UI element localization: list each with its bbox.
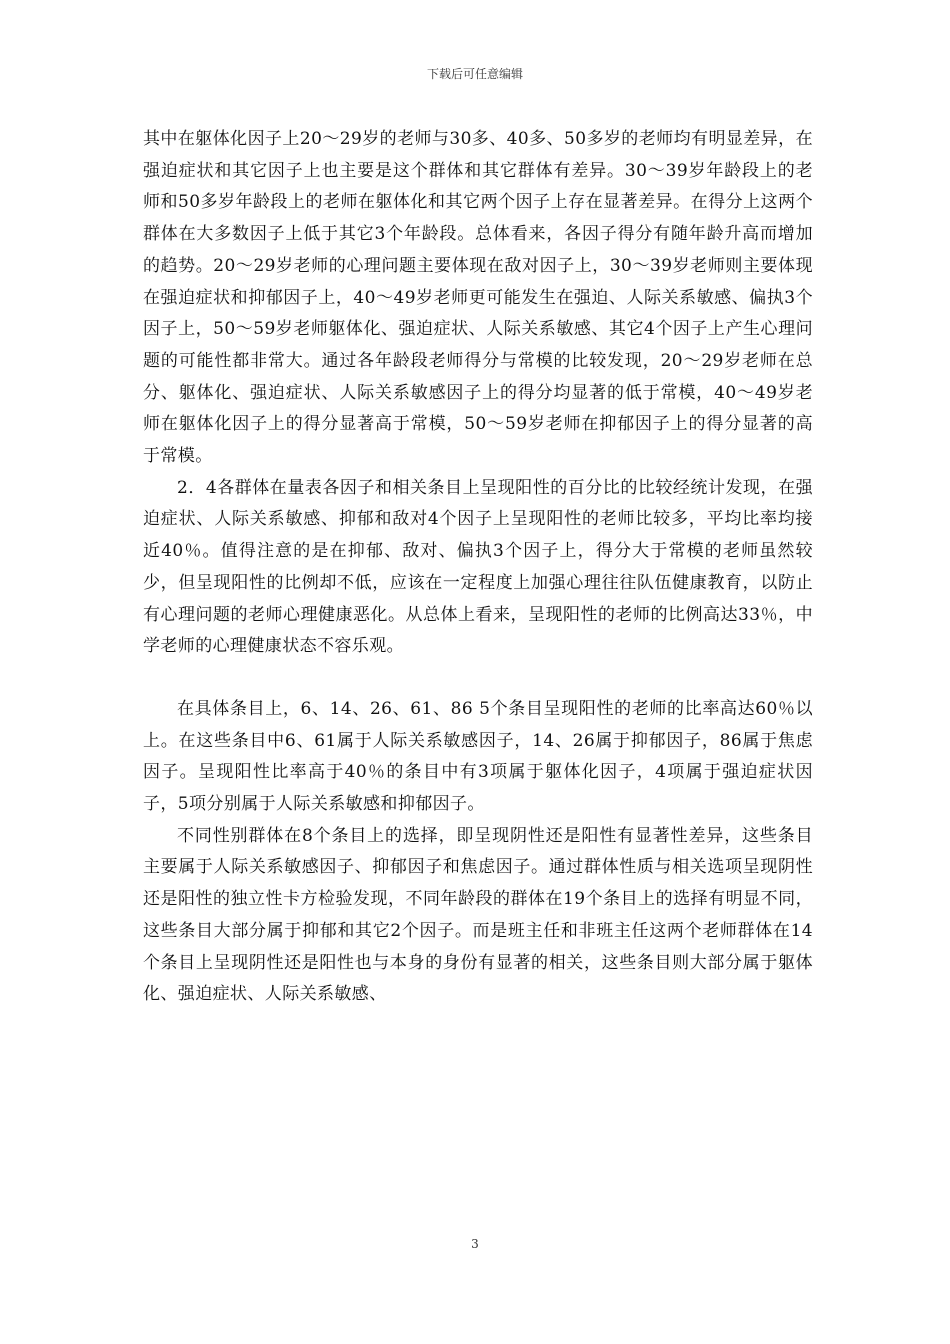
document-body: [143, 124, 813, 1011]
paragraph-group-differences: 不同性别群体在8个条目上的选择，即呈现阴性还是阳性有显著性差异，这些条目主要属于人际关系敏感因子、抑郁因子和焦虑因子。通过群体性质与相关选项呈现阴性还是阳性的独立性卡方检验发现，不同年龄段的群体在19个条目上的选择有明显不同，这些条目大部分属于抑郁和其它2个因子。而是班主任和非班主任这两个老师群体在14个条目上呈现阴性还是阳性也与本身的身份有显著的相关，这些条目则大部分属于躯体化、强迫症状、人际关系敏感、: [143, 825, 813, 1005]
paragraph-age-group-analysis: 其中在躯体化因子上20～29岁的老师与30多、40多、50多岁的老师均有明显差异，在强迫症状和其它因子上也主要是这个群体和其它群体有差异。30～39岁年龄段上的老师和50多岁年龄段上的老师在躯体化和其它两个因子上存在显著差异。在得分上这两个群体在大多数因子上低于其它3个年龄段。总体看来，各因子得分有随年龄升高而增加的趋势。20～29岁老师的心理问题主要体现在敌对因子上，30～39岁老师则主要体现在强迫症状和抑郁因子上，40～49岁老师更可能发生在强迫、人际关系敏感、偏执3个因子上，50～59岁老师躯体化、强迫症状、人际关系敏感、其它4个因子上产生心理问题的可能性都非常大。通过各年龄段老师得分与常模的比较发现，20～29岁老师在总分、躯体化、强迫症状、人际关系敏感因子上的得分均显著的低于常模，40～49岁老师在躯体化因子上的得分显著高于常模，50～59岁老师在抑郁因子上的得分显著的高于常模。: [143, 129, 813, 467]
page-header: 下载后可任意编辑: [426, 67, 523, 81]
paragraph-gap: [143, 663, 813, 694]
paragraph-positive-percentage: 2．4各群体在量表各因子和相关条目上呈现阳性的百分比的比较经统计发现，在强迫症状、人际关系敏感、抑郁和敌对4个因子上呈现阳性的老师比较多，平均比率均接近40％。值得注意的是在抑郁、敌对、偏执3个因子上，得分大于常模的老师虽然较少，但呈现阳性的比例却不低，应该在一定程度上加强心理往往队伍健康教育，以防止有心理问题的老师心理健康恶化。从总体上看来，呈现阳性的老师的比例高达33％，中学老师的心理健康状态不容乐观。: [143, 477, 813, 657]
paragraph-specific-items: 在具体条目上，6、14、26、61、86 5个条目呈现阳性的老师的比率高达60％以上。在这些条目中6、61属于人际关系敏感因子，14、26属于抑郁因子，86属于焦虑因子。呈现阳性比率高于40％的条目中有3项属于躯体化因子，4项属于强迫症状因子，5项分别属于人际关系敏感和抑郁因子。: [143, 698, 813, 815]
page-number: 3: [471, 1237, 479, 1251]
